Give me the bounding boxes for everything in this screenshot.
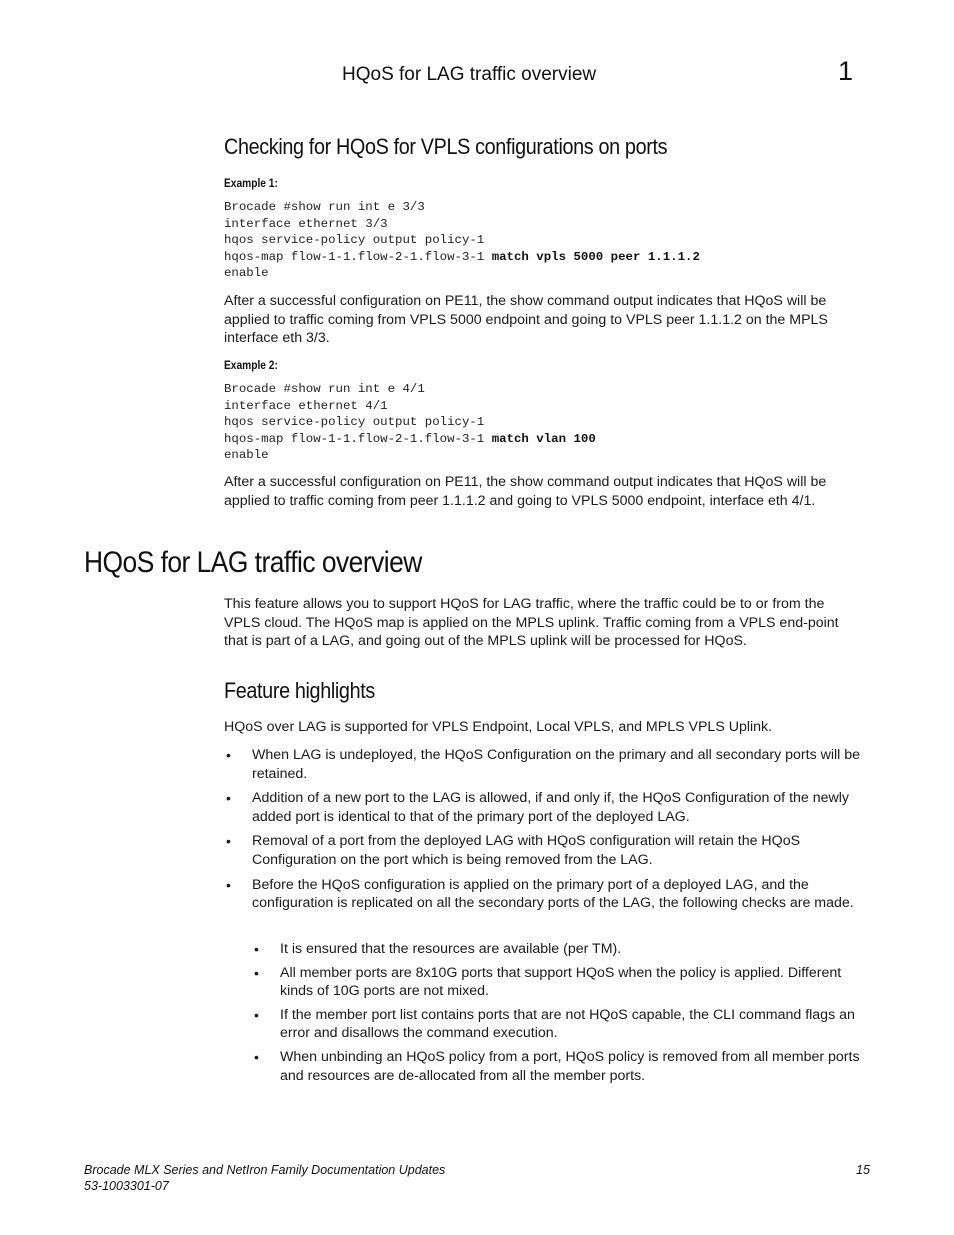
example-1-label: Example 1: (224, 176, 278, 190)
feature-bullet-list (226, 746, 872, 919)
code-line: enable (224, 266, 269, 281)
bullet-icon: • (254, 1006, 259, 1023)
code-line: hqos-map flow-1-1.flow-2-1.flow-3-1 (224, 431, 492, 446)
list-item: • Removal of a port from the deployed LAG with HQoS configuration will retain the HQoS Configuration on the port which is being removed from the LAG. (226, 833, 801, 868)
bullet-icon: • (254, 941, 259, 957)
feature-sub-bullet-list (254, 940, 872, 1090)
code-line-bold: match vlan 100 (491, 431, 596, 446)
list-item: • Addition of a new port to the LAG is allowed, if and only if, the HQoS Configuration of the newly added port is identical to that of the primary port of the deployed LAG. (226, 790, 850, 825)
feature-highlights-heading: Feature highlights (224, 678, 375, 703)
code-line: interface ethernet 3/3 (224, 216, 388, 231)
code-line: Brocade #show run int e 4/1 (224, 382, 425, 396)
section-heading-lag: HQoS for LAG traffic overview (84, 546, 422, 579)
example-2-description: After a successful configuration on PE11, the show command output indicates that HQoS will be applied to traffic coming from peer 1.1.1.2 and going to VPLS 5000 endpoint, interface eth 4/1. (224, 474, 827, 509)
bullet-icon: • (254, 1048, 259, 1065)
running-header-title: HQoS for LAG traffic overview (342, 64, 597, 85)
example-2-label: Example 2: (224, 358, 278, 372)
example-2-code-block (224, 381, 596, 464)
list-item: • If the member port list contains ports that are not HQoS capable, the CLI command flags an error and disallows the command execution. (254, 1006, 855, 1042)
code-line: hqos-map flow-1-1.flow-2-1.flow-3-1 (224, 249, 492, 264)
code-line: hqos service-policy output policy-1 (224, 233, 485, 248)
list-item: • All member ports are 8x10G ports that support HQoS when the policy is applied. Different kinds of 10G ports are not mixed. (254, 964, 842, 1000)
footer-page-number: 15 (856, 1163, 870, 1177)
list-item: • It is ensured that the resources are available (per TM). (254, 941, 622, 957)
footer-doc-title: Brocade MLX Series and NetIron Family Documentation Updates (84, 1163, 446, 1177)
feature-highlights-intro: HQoS over LAG is supported for VPLS Endpoint, Local VPLS, and MPLS VPLS Uplink. (224, 719, 773, 735)
code-line: Brocade #show run int e 3/3 (224, 200, 425, 214)
bullet-icon: • (226, 833, 231, 850)
bullet-icon: • (226, 747, 231, 763)
code-line: enable (224, 448, 269, 463)
list-item: • When unbinding an HQoS policy from a port, HQoS policy is removed from all member ports and resources are de-allocated from all the member ports. (254, 1048, 860, 1084)
bullet-icon: • (226, 876, 231, 893)
bullet-icon: • (226, 790, 231, 807)
code-line: hqos service-policy output policy-1 (224, 415, 485, 430)
list-item: • When LAG is undeployed, the HQoS Configuration on the primary and all secondary ports will be retained. (226, 747, 861, 782)
example-1-code-block (224, 199, 700, 282)
footer-doc-number: 53-1003301-07 (84, 1179, 169, 1193)
code-line-bold: match vpls 5000 peer 1.1.1.2 (491, 249, 700, 264)
list-item: • Before the HQoS configuration is applied on the primary port of a deployed LAG, and the configuration is replicated on all the secondary ports of the LAG, the following checks are made. (226, 876, 854, 912)
section-heading-vpls: Checking for HQoS for VPLS configurations on ports (224, 134, 668, 159)
lag-intro-paragraph: This feature allows you to support HQoS for LAG traffic, where the traffic could be to or from the VPLS cloud. The HQoS map is applied on the MPLS uplink. Traffic coming from a VPLS end-point that is part of a LAG, and going out of the MPLS uplink will be processed for HQoS. (224, 596, 839, 650)
example-1-description: After a successful configuration on PE11, the show command output indicates that HQoS will be applied to traffic coming from VPLS 5000 endpoint and going to VPLS peer 1.1.1.2 on the MPLS interface eth 3/3. (224, 293, 828, 347)
bullet-icon: • (254, 964, 259, 981)
code-line: interface ethernet 4/1 (224, 398, 388, 413)
chapter-number: 1 (838, 56, 854, 86)
